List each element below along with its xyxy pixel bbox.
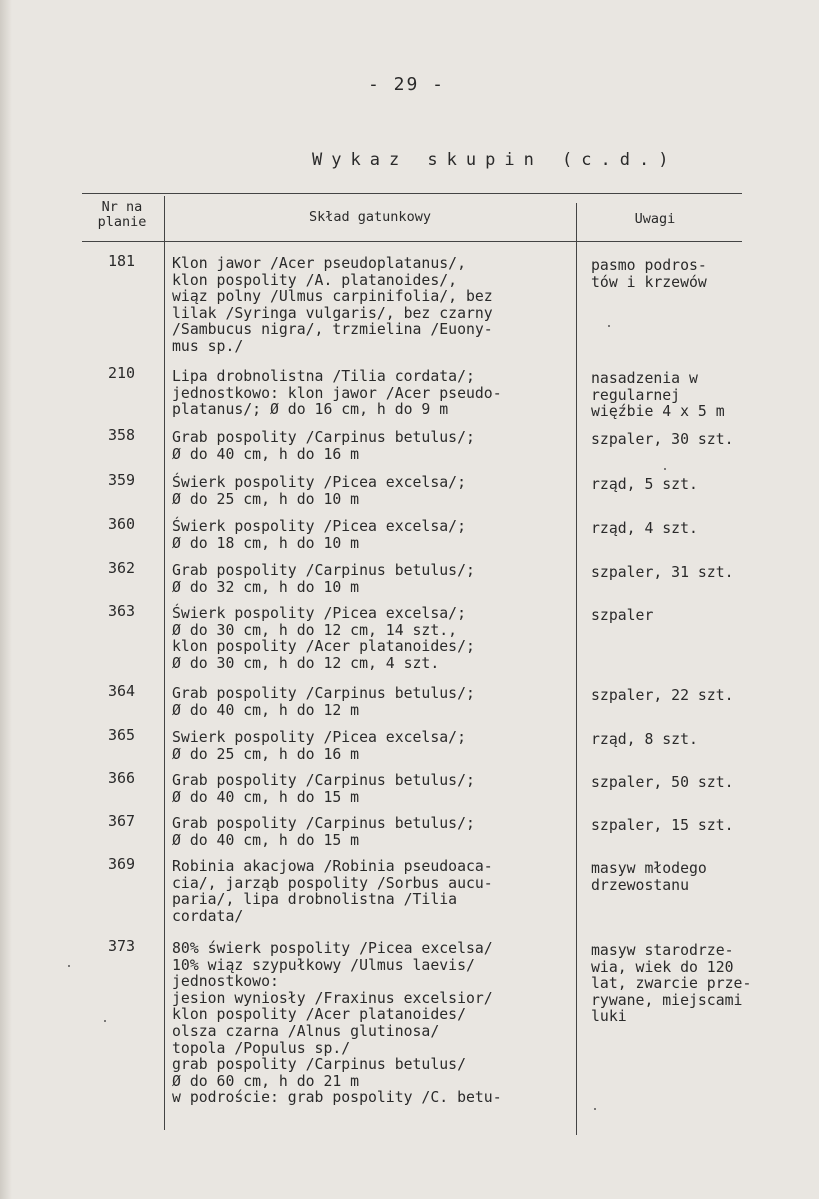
- row-number: 358: [108, 426, 136, 444]
- page-edge: [0, 0, 12, 1199]
- row-remarks: szpaler: [591, 607, 654, 624]
- row-composition: Swierk pospolity /Picea excelsa/; Ø do 25 cm, h do 16 m: [172, 729, 466, 763]
- row-number: 210: [108, 364, 136, 382]
- scan-speck: [594, 1108, 596, 1110]
- row-number: 373: [108, 937, 136, 955]
- scan-speck: [608, 325, 610, 327]
- row-composition: Świerk pospolity /Picea excelsa/; Ø do 30 cm, h do 12 cm, 14 szt., klon pospolity /Acer platanoides/; Ø do 30 cm, h do 12 cm, 4 szt.: [172, 605, 475, 672]
- row-remarks: szpaler, 15 szt.: [591, 817, 734, 834]
- col-divider-1: [164, 196, 165, 1130]
- row-composition: Grab pospolity /Carpinus betulus/; Ø do 40 cm, h do 15 m: [172, 772, 475, 806]
- scan-speck: [104, 1020, 106, 1022]
- row-remarks: rząd, 5 szt.: [591, 476, 698, 493]
- row-remarks: nasadzenia w regularnej więźbie 4 x 5 m: [591, 370, 725, 421]
- header-nr: Nr na planie: [97, 199, 147, 230]
- scan-speck: [68, 965, 70, 967]
- table-header-rule: [82, 241, 742, 242]
- row-composition: Lipa drobnolistna /Tilia cordata/; jednostkowo: klon jawor /Acer pseudo- platanus/; Ø do 16 cm, h do 9 m: [172, 368, 502, 419]
- row-composition: Świerk pospolity /Picea excelsa/; Ø do 25 cm, h do 10 m: [172, 474, 466, 508]
- row-remarks: szpaler, 30 szt.: [591, 431, 734, 448]
- row-number: 363: [108, 602, 136, 620]
- row-remarks: szpaler, 22 szt.: [591, 687, 734, 704]
- row-remarks: pasmo podros- tów i krzewów: [591, 257, 707, 291]
- row-composition: Świerk pospolity /Picea excelsa/; Ø do 18 cm, h do 10 m: [172, 518, 466, 552]
- row-composition: Klon jawor /Acer pseudoplatanus/, klon pospolity /A. platanoides/, wiąz polny /Ulmus carpinifolia/, bez lilak /Syringa vulgaris/, bez czarny /Sambucus nigra/, trzmielina /Euony- mus sp./: [172, 255, 493, 355]
- row-number: 367: [108, 812, 136, 830]
- row-composition: Grab pospolity /Carpinus betulus/; Ø do 32 cm, h do 10 m: [172, 562, 475, 596]
- row-remarks: szpaler, 50 szt.: [591, 774, 734, 791]
- page-title: Wykaz skupin (c.d.): [312, 150, 678, 170]
- col-divider-2: [576, 203, 577, 1135]
- row-number: 365: [108, 726, 136, 744]
- header-sklad: Skład gatunkowy: [309, 209, 431, 225]
- row-number: 364: [108, 682, 136, 700]
- row-composition: 80% świerk pospolity /Picea excelsa/ 10% wiąz szypułkowy /Ulmus laevis/ jednostkowo: jesion wyniosły /Fraxinus excelsior/ klon pospolity /Acer platanoides/ olsza czarna /Alnus glutinosa/ topola /Populus sp./ grab pospolity /Carpinus betulus/ Ø do 60 cm, h do 21 m w podroście: grab pospolity /C. betu-: [172, 940, 502, 1107]
- row-composition: Grab pospolity /Carpinus betulus/; Ø do 40 cm, h do 16 m: [172, 429, 475, 463]
- row-remarks: szpaler, 31 szt.: [591, 564, 734, 581]
- header-uwagi: Uwagi: [634, 211, 676, 227]
- row-number: 369: [108, 855, 136, 873]
- row-composition: Robinia akacjowa /Robinia pseudoaca- cia/, jarząb pospolity /Sorbus aucu- paria/, lipa drobnolistna /Tilia cordata/: [172, 858, 493, 925]
- table-top-rule: [82, 193, 742, 194]
- row-remarks: masyw młodego drzewostanu: [591, 860, 707, 894]
- page-number: - 29 -: [368, 74, 446, 95]
- row-number: 362: [108, 559, 136, 577]
- row-composition: Grab pospolity /Carpinus betulus/; Ø do 40 cm, h do 15 m: [172, 815, 475, 849]
- row-remarks: rząd, 8 szt.: [591, 731, 698, 748]
- row-number: 366: [108, 769, 136, 787]
- row-remarks: rząd, 4 szt.: [591, 520, 698, 537]
- row-composition: Grab pospolity /Carpinus betulus/; Ø do 40 cm, h do 12 m: [172, 685, 475, 719]
- row-number: 359: [108, 471, 136, 489]
- row-number: 181: [108, 252, 136, 270]
- scan-speck: [664, 468, 666, 470]
- row-remarks: masyw starodrze- wia, wiek do 120 lat, zwarcie prze- rywane, miejscami luki: [591, 942, 752, 1026]
- row-number: 360: [108, 515, 136, 533]
